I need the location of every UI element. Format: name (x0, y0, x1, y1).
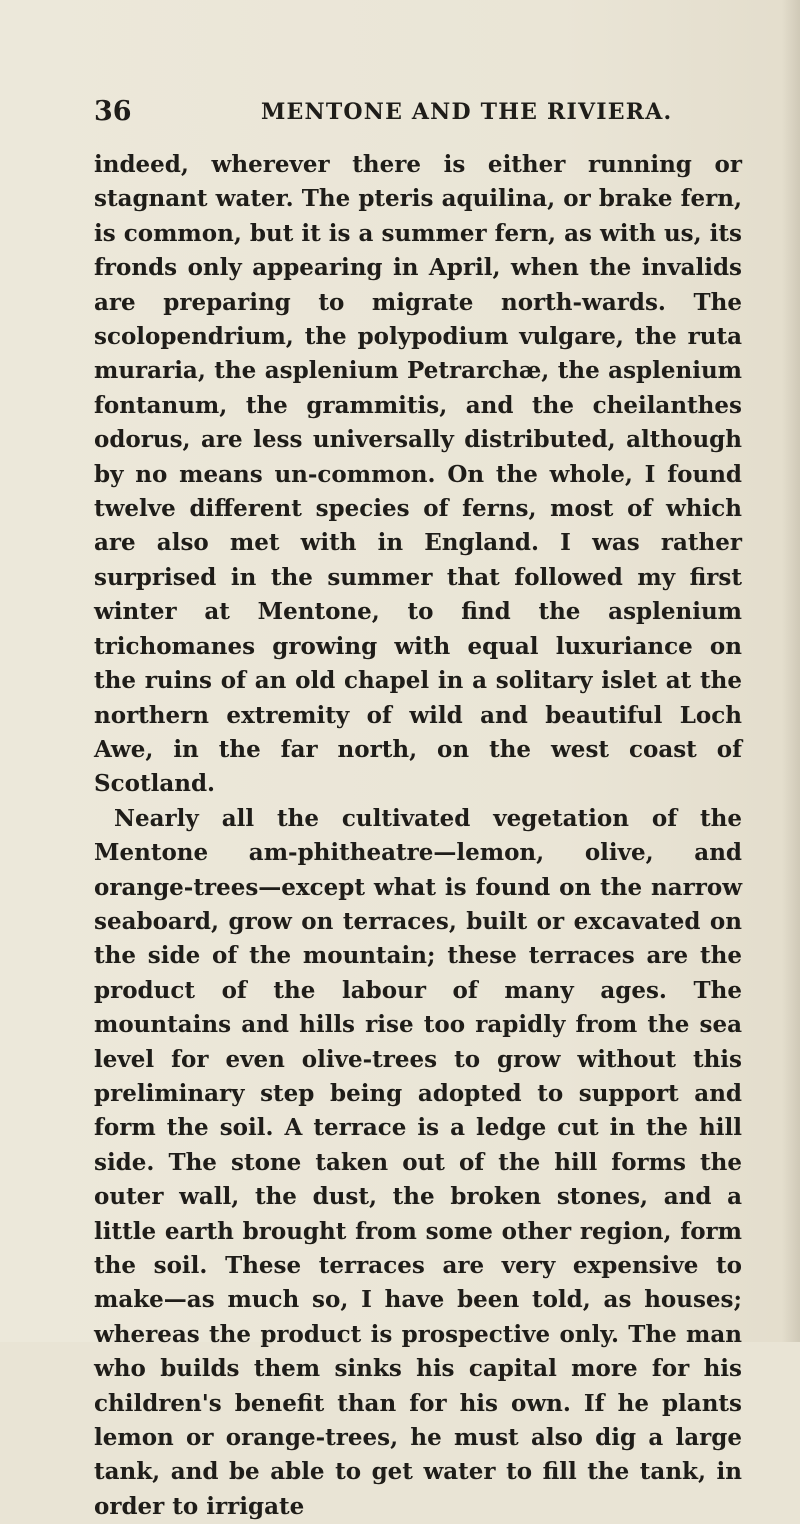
body-text (94, 148, 742, 1524)
paragraph-continued: indeed, wherever there is either running or stagnant water. The pteris aquilina, or brake fern, is common, but it is a summer fern, as with us, its fronds only appearing in April, when the invalids are preparing to migrate north-wards. The scolopendrium, the polypodium vulgare, the ruta muraria, the asplenium Petrarchæ, the asplenium fontanum, the grammitis, and the cheilanthes odorus, are less universally distributed, although by no means un-common. On the whole, I found twelve different species of ferns, most of which are also met with in England. I was rather surprised in the summer that followed my first winter at Mentone, to find the asplenium trichomanes growing with equal luxuriance on the ruins of an old chapel in a solitary islet at the northern extremity of wild and beautiful Loch Awe, in the far north, on the west coast of Scotland. (94, 151, 742, 798)
page-header (94, 92, 744, 132)
page-edge-shadow (782, 0, 800, 1342)
paragraph-terraces: Nearly all the cultivated vegetation of the Mentone am-phitheatre—lemon, olive, and orange-trees—except what is found on the narrow seaboard, grow on terraces, built or excavated on the side of the mountain; these terraces are the product of the labour of many ages. The mountains and hills rise too rapidly from the sea level for even olive-trees to grow without this preliminary step being adopted to support and form the soil. A terrace is a ledge cut in the hill side. The stone taken out of the hill forms the outer wall, the dust, the broken stones, and a little earth brought from some other region, form the soil. These terraces are very expensive to make—as much so, I have been told, as houses; whereas the product is prospective only. The man who builds them sinks his capital more for his children's benefit than for his own. If he plants lemon or orange-trees, he must also dig a large tank, and be able to get water to fill the tank, in order to irrigate (94, 804, 742, 1520)
page-number: 36 (94, 96, 132, 127)
running-title: MENTONE AND THE RIVIERA. (261, 99, 673, 125)
